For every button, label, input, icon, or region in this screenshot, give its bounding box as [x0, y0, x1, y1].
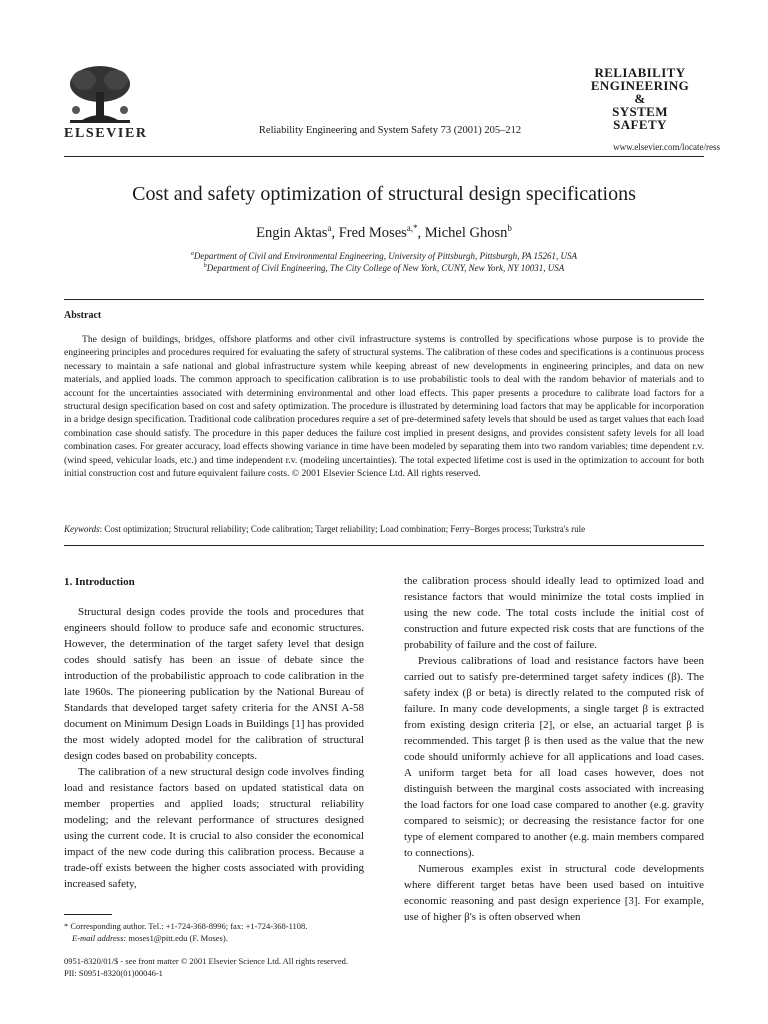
author-name: Michel Ghosn: [424, 224, 508, 241]
affiliation: [64, 263, 704, 273]
affiliation-sup: b: [203, 263, 207, 269]
section-title: 1. Introduction: [64, 576, 135, 588]
left-column: [64, 574, 364, 892]
header-rule: [64, 156, 704, 157]
journal-title-line: RELIABILITY: [594, 65, 686, 80]
author-sup: a,*: [406, 223, 418, 233]
affiliation-text: Department of Civil and Environmental Engineering, University of Pittsburgh, Pittsburgh, PA 15261, USA: [193, 251, 578, 261]
journal-reference: Reliability Engineering and System Safety 73 (2001) 205–212: [258, 125, 522, 136]
journal-title-line: SYSTEM: [612, 104, 668, 119]
paragraph: Structural design codes provide the tools and procedures that engineers should follow to produce safe and economic structures. However, the determination of the target safety level that design codes should satisfy has been an issue of debate since the introduction of the probabilistic approach to code calibration in the late 1960s. The pioneering publication by the National Bureau of Standards that developed target safety criteria for the ANSI A-58 document on Minimum Design Loads in Buildings [1] has provided the most widely adopted model for the calibration of structural design codes based on probability concepts.: [64, 606, 364, 762]
affiliation-text: Department of Civil Engineering, The City College of New York, CUNY, New York, NY 10031, USA: [206, 263, 565, 273]
journal-url[interactable]: www.elsevier.com/locate/ress: [613, 142, 720, 152]
journal-title-line: &: [634, 91, 646, 106]
abstract-text: The design of buildings, bridges, offshore platforms and other civil infrastructure systems is controlled by specifications whose purpose is to provide the engineering principles and procedures required for evaluating the safety of structural systems. The calibration of these codes and specifications is a continuous process necessary to maintain a safe national and global infrastructure system while keeping abreast of new developments in engineering principles, and data on new materials, and applied loads. The common approach to specification calibration is to use probabilistic tools to deal with the random behavior of materials and to account for the uncertainties associated with determining environmental and other load effects. This paper presents a procedure to calibrate load factors for a structural design specification based on cost and safety optimization. The procedure is illustrated by determining load factors that may be applicable for incorporation in a bridge design specification. Traditional code calibration procedures require a set of pre-determined safety levels that should be used as target values that each load combination case should satisfy. The procedure in this paper deduces the failure cost implied in present designs, and provides consistent safety levels for all load combination cases. For greater accuracy, load effects showing variance in time have been modeled by separating them into two random variables; time dependent r.v. (wind speed, vehicular loads, etc.) and time independent r.v. (modeling uncertainties). The total expected lifetime cost is used in the optimization to account for both initial construction cost and future equivalent failure costs. © 2001 Elsevier Science Ltd. All rights reserved.: [64, 334, 704, 480]
article-title: Cost and safety optimization of structural design specifications: [132, 183, 636, 205]
footnote: [64, 920, 364, 944]
affiliation: [64, 251, 704, 261]
keywords-text: : Cost optimization; Structural reliability; Code calibration; Target reliability; Load combination; Ferry–Borges process; Turkstra's rule: [99, 524, 586, 534]
publisher-name: ELSEVIER: [64, 126, 148, 141]
front-matter: [64, 955, 348, 979]
elsevier-tree-logo: [62, 62, 138, 126]
author-list: Engin Aktas$^a$, Fred Moses$^{a,*}$, Michel Ghosn$^b$: [256, 223, 512, 241]
author-sup: a: [327, 223, 332, 233]
keywords: [64, 524, 704, 534]
paragraph: the calibration process should ideally lead to optimized load and resistance factors that would minimize the total costs implied in using the new code. The total costs include the initial cost of construction and future expected risk costs that are functions of the probability of failure and the cost of failure.: [404, 575, 704, 651]
abstract-heading: Abstract: [64, 310, 102, 321]
journal-title: [580, 66, 700, 131]
footnote-corresponding: * Corresponding author. Tel.: +1-724-368-8996; fax: +1-724-368-1108.: [64, 921, 308, 931]
paragraph: The calibration of a new structural design code involves finding load and resistance factors based on updated statistical data on member properties and applied loads; structural reliability modeling; and the relevant performance of structures designed using the current code. It is crucial to also consider the economical impact of the new code during this calibration process. Because a trade-off exists between the higher costs associated with providing increased safety,: [64, 766, 364, 890]
email-label: E-mail address:: [72, 933, 127, 943]
footnote-rule: [64, 914, 112, 915]
abstract-bottom-rule: [64, 545, 704, 546]
keywords-label: Keywords: [64, 524, 100, 534]
author-sup: b: [507, 223, 512, 233]
author-name: Fred Moses: [338, 224, 407, 241]
journal-title-line: SAFETY: [613, 117, 667, 132]
copyright-line: 0951-8320/01/$ - see front matter © 2001 Elsevier Science Ltd. All rights reserved.: [64, 956, 349, 966]
pii-line: PII: S0951-8320(01)00046-1: [64, 968, 163, 978]
abstract-top-rule: [64, 299, 704, 300]
journal-title-line: ENGINEERING: [590, 78, 690, 93]
email-text: moses1@pitt.edu (F. Moses).: [126, 933, 228, 943]
paragraph: Numerous examples exist in structural code developments where different target betas have been used based on intuitive economic reasoning and past design experience [3]. For example, use of higher β's is often observed when: [404, 863, 704, 923]
paragraph: Previous calibrations of load and resistance factors have been carried out to satisfy pre-determined target safety indices (β). The safety index (β or beta) is directly related to the computed risk of failure. In many code developments, a single target β is extracted from existing design criteria [2], or else, an actuarial target β is recommended. This target β is then used as the value that the new code should uniformly achieve for all applications and load cases. A uniform target beta for all load cases however, does not distinguish between the marginal costs associated with increasing the load factors for one load case compared to another (e.g. gravity compared to seismic); or decreasing the resistance factor for one type of element compared to another (e.g. main members compared to connections).: [404, 655, 704, 859]
affiliation-sup: a: [190, 251, 194, 257]
right-column: [404, 573, 704, 925]
author-name: Engin Aktas: [256, 224, 328, 241]
